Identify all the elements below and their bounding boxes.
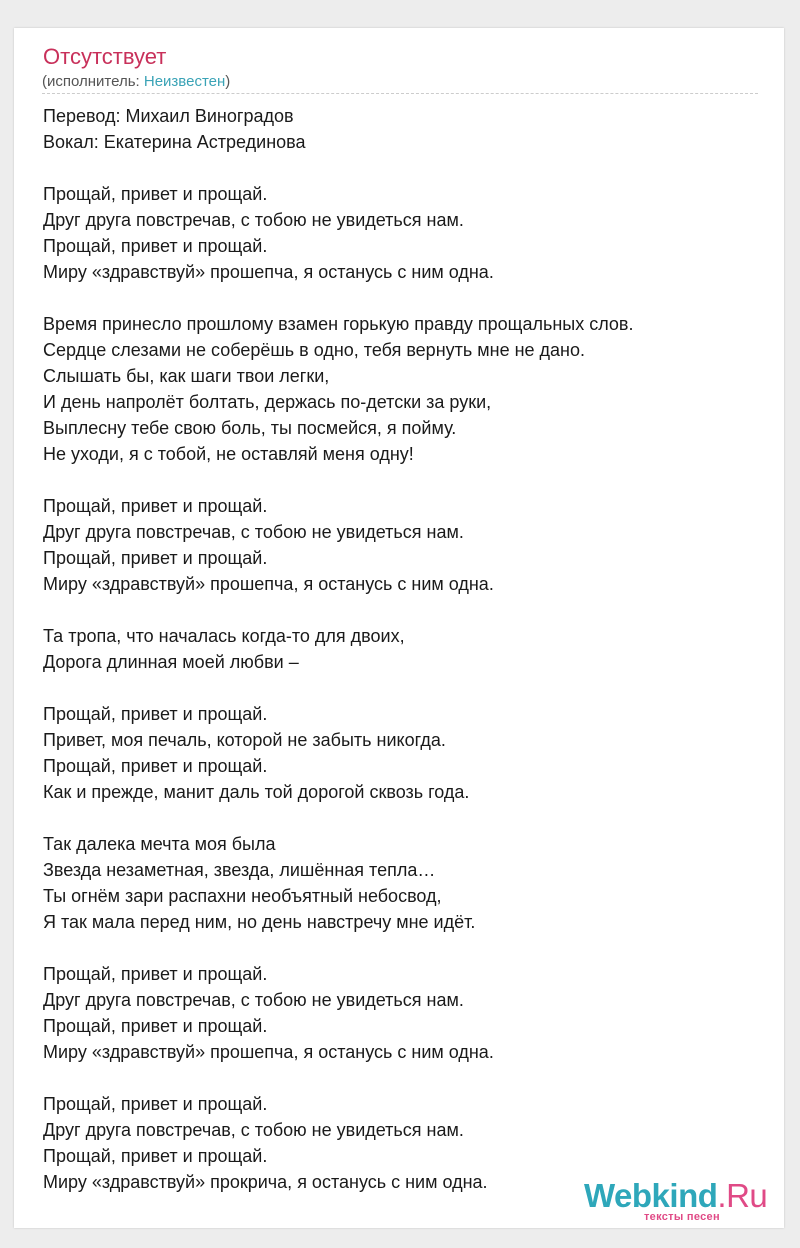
lyric-line: Слышать бы, как шаги твои легки, [43, 366, 330, 386]
lyric-line: Выплесну тебе свою боль, ты посмейся, я пойму. [43, 418, 457, 438]
stanza-gap [43, 467, 763, 493]
artist-line [42, 72, 230, 92]
stanza-gap [43, 935, 763, 961]
lyric-line: Как и прежде, манит даль той дорогой сквозь года. [43, 782, 470, 802]
stanza-gap [43, 675, 763, 701]
lyric-line: Ты огнём зари распахни необъятный небосвод, [43, 886, 442, 906]
stanza-gap [43, 1065, 763, 1091]
lyric-line: Прощай, привет и прощай. [43, 496, 268, 516]
lyric-line: Друг друга повстречав, с тобою не увидеться нам. [43, 990, 464, 1010]
lyric-line: Звезда незаметная, звезда, лишённая тепла… [43, 860, 436, 880]
stanza-gap [43, 155, 763, 181]
lyric-line: Друг друга повстречав, с тобою не увидеться нам. [43, 210, 464, 230]
lyric-line: Та тропа, что началась когда-то для двоих, [43, 626, 405, 646]
lyric-line: Не уходи, я с тобой, не оставляй меня одну! [43, 444, 414, 464]
divider [42, 93, 758, 94]
site-logo[interactable] [584, 1176, 784, 1226]
lyric-line: Миру «здравствуй» прошепча, я останусь с ним одна. [43, 1042, 494, 1062]
artist-suffix: ) [225, 73, 231, 90]
lyric-line: Я так мала перед ним, но день навстречу мне идёт. [43, 912, 476, 932]
lyric-line: Миру «здравствуй» прошепча, я останусь с ним одна. [43, 574, 494, 594]
lyric-line: Вокал: Екатерина Астрединова [43, 132, 306, 152]
lyric-line: Прощай, привет и прощай. [43, 236, 268, 256]
stanza-gap [43, 597, 763, 623]
lyric-line: Миру «здравствуй» прокрича, я останусь с ним одна. [43, 1172, 488, 1192]
lyric-line: Прощай, привет и прощай. [43, 548, 268, 568]
lyric-line: Перевод: Михаил Виноградов [43, 106, 294, 126]
lyric-line: Прощай, привет и прощай. [43, 756, 268, 776]
stanza-gap [43, 805, 763, 831]
lyric-line: Прощай, привет и прощай. [43, 1016, 268, 1036]
artist-prefix: (исполнитель: [42, 73, 144, 90]
logo-main-text: Webkind [584, 1177, 718, 1214]
lyric-line: И день напролёт болтать, держась по-детски за руки, [43, 392, 492, 412]
lyric-line: Прощай, привет и прощай. [43, 184, 268, 204]
lyrics-block [43, 103, 763, 1195]
logo-tagline: тексты песен [644, 1211, 720, 1223]
artist-link[interactable]: Неизвестен [143, 73, 226, 90]
song-title: Отсутствует [43, 44, 167, 69]
lyric-line: Привет, моя печаль, которой не забыть никогда. [43, 730, 446, 750]
lyric-line: Так далека мечта моя была [43, 834, 276, 854]
stanza-gap [43, 285, 763, 311]
lyric-line: Миру «здравствуй» прошепча, я останусь с ним одна. [43, 262, 494, 282]
lyric-line: Прощай, привет и прощай. [43, 1146, 268, 1166]
lyric-line: Сердце слезами не соберёшь в одно, тебя вернуть мне не дано. [43, 340, 586, 360]
lyric-line: Друг друга повстречав, с тобою не увидеться нам. [43, 522, 464, 542]
lyric-line: Друг друга повстречав, с тобою не увидеться нам. [43, 1120, 464, 1140]
lyric-line: Время принесло прошлому взамен горькую правду прощальных слов. [43, 314, 634, 334]
lyric-line: Прощай, привет и прощай. [43, 1094, 268, 1114]
lyric-line: Прощай, привет и прощай. [43, 704, 268, 724]
lyric-line: Прощай, привет и прощай. [43, 964, 268, 984]
lyric-line: Дорога длинная моей любви – [43, 652, 299, 672]
logo-domain-text: .Ru [717, 1177, 768, 1214]
